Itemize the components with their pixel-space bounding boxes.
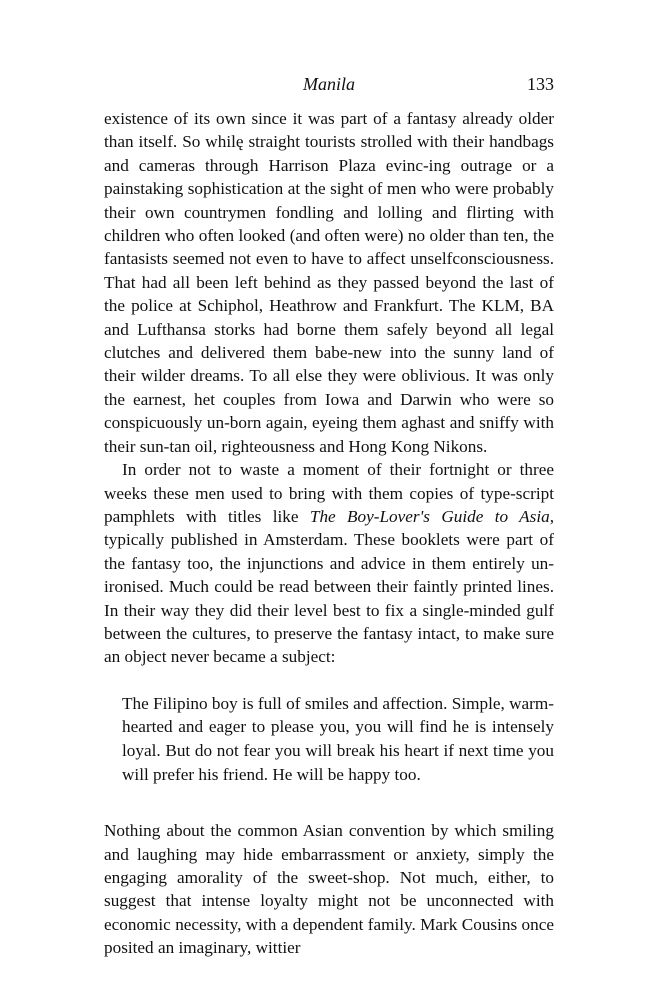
paragraph-2 [104, 458, 554, 669]
running-title: Manila [303, 74, 355, 94]
paragraph-1: existence of its own since it was part of a fantasy already older than itself. So whilę straight tourists strolled with their handbags and cameras through Harrison Plaza evinc-ing outrage or a painstaking sophistication at the sight of men who were probably their own countrymen fondling and lolling and flirting with children who often looked (and often were) no older than ten, the fantasists seemed not even to have to affect unselfconsciousness. That had all been left behind as they passed beyond the last of the police at Schiphol, Heathrow and Frankfurt. The KLM, BA and Lufthansa storks had borne them safely beyond all legal clutches and delivered them babe-new into the sunny land of their wilder dreams. To all else they were oblivious. It was only the earnest, het couples from Iowa and Darwin who were so conspicuously un-born again, eyeing them aghast and sniffy with their sun-tan oil, righteousness and Hong Kong Nikons. [104, 109, 554, 456]
paragraph-3: Nothing about the common Asian convention by which smiling and laughing may hide embarrassment or anxiety, simply the engaging amorality of the sweet-shop. Not much, either, to suggest that intense loyalty might not be unconnected with economic necessity, with a dependent family. Mark Cousins once posited an imaginary, wittier [104, 821, 554, 958]
paragraph-2-text-b: , typically published in Amsterdam. These booklets were part of the fantasy too, the injunctions and advice in them entirely un-ironised. Much could be read between their faintly printed lines. In their way they did their level best to fix a single-minded gulf between the cultures, to preserve the fantasy intact, to make sure an object never became a subject: [104, 506, 554, 667]
running-head [104, 74, 554, 100]
body-text [104, 107, 554, 960]
page-number: 133 [527, 74, 554, 94]
paragraph-2-text-a: In order not to waste a moment of their fortnight or three weeks these men used to bring with them copies of type-script pamphlets with titles like [104, 460, 554, 526]
block-quote: The Filipino boy is full of smiles and affection. Simple, warm-hearted and eager to please you, you will find he is intensely loyal. But do not fear you will break his heart if next time you will prefer his friend. He will be happy too. [122, 693, 554, 784]
pamphlet-title: The Boy-Lover's Guide to Asia [309, 506, 550, 526]
